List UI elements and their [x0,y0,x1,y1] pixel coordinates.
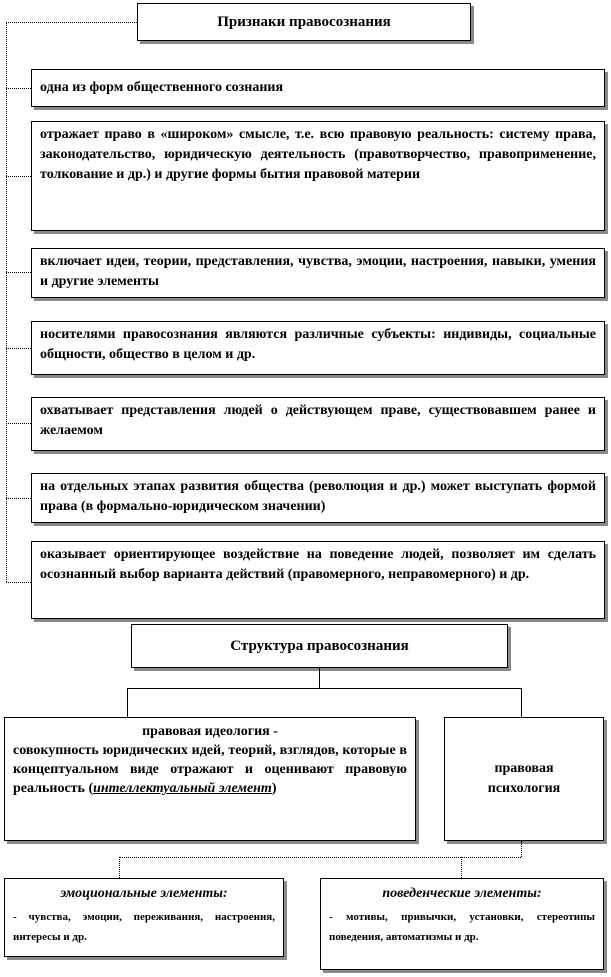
sign-item-1: одна из форм общественного сознания [31,69,605,107]
structure-connector-left [127,688,128,717]
behavioral-box [320,878,604,970]
structure-connector-bar [127,688,521,689]
ideology-heading: правовая идеология [142,724,270,739]
structure-connector-down [319,668,320,688]
sign-item-7: оказывает ориентирующее воздействие на поведение людей, позволяет им сделать осознанный выбор варианта действий (правомерного, неправомерного) и др. [31,541,605,619]
sign-item-4: носителями правосознания являются различные субъекты: индивиды, социальные общности, общество в целом и др. [31,321,605,375]
ideology-dash: - [269,724,278,739]
sign-item-2: отражает право в «широком» смысле, т.е. всю правовую реальность: систему права, законодательство, юридическую деятельность (правотворчество, правоприменение, толкование и др.) и другие формы бытия правовой материи [31,121,605,231]
emotional-text: - чувства, эмоции, переживания, настроения, интересы и др. [13,911,275,943]
sign-item-3: включает идеи, теории, представления, чувства, эмоции, настроения, навыки, умения и другие элементы [31,248,605,298]
behavioral-heading: поведенческие элементы: [382,886,542,901]
emotional-connector [119,857,120,878]
signs-connector-5 [6,423,31,424]
sign-item-5: охватывает представления людей о действующем праве, существовавшем ранее и желаемом [31,397,605,451]
signs-title-box [137,3,471,41]
psychology-connector-down [521,841,522,857]
ideology-box [4,717,416,841]
signs-connector-top [6,22,137,23]
ideology-text: совокупность юридических идей, теорий, взглядов, которые в концептуальном виде отражают и оценивают правовую реальность ( [13,743,407,796]
psychology-line-1: правовая [494,761,554,776]
structure-title: Структура правосознания [230,637,409,654]
psychology-line-2: психология [487,781,561,796]
structure-title-box [131,624,508,668]
psychology-box [444,717,604,841]
signs-connector-7 [6,582,31,583]
signs-title: Признаки правосознания [217,13,391,30]
signs-connector-3 [6,272,31,273]
structure-connector-right [521,688,522,717]
signs-connector-4 [6,348,31,349]
ideology-text-block [13,741,407,798]
sign-item-6: на отдельных этапах развития общества (революция и др.) может выступать формой права (в формально-юридическом значении) [31,473,605,523]
behavioral-text: - мотивы, привычки, установки, стереотипы поведения, автоматизмы и др. [329,911,595,943]
emotional-box [4,878,284,957]
signs-connector-1 [6,88,31,89]
emotional-heading: эмоциональные элементы: [60,886,228,901]
ideology-element: интеллектуальный элемент [93,781,272,796]
signs-connector-2 [6,176,31,177]
ideology-heading-line [13,722,407,741]
behavioral-connector [461,857,462,878]
signs-connector-6 [6,498,31,499]
ideology-close: ) [271,781,277,796]
